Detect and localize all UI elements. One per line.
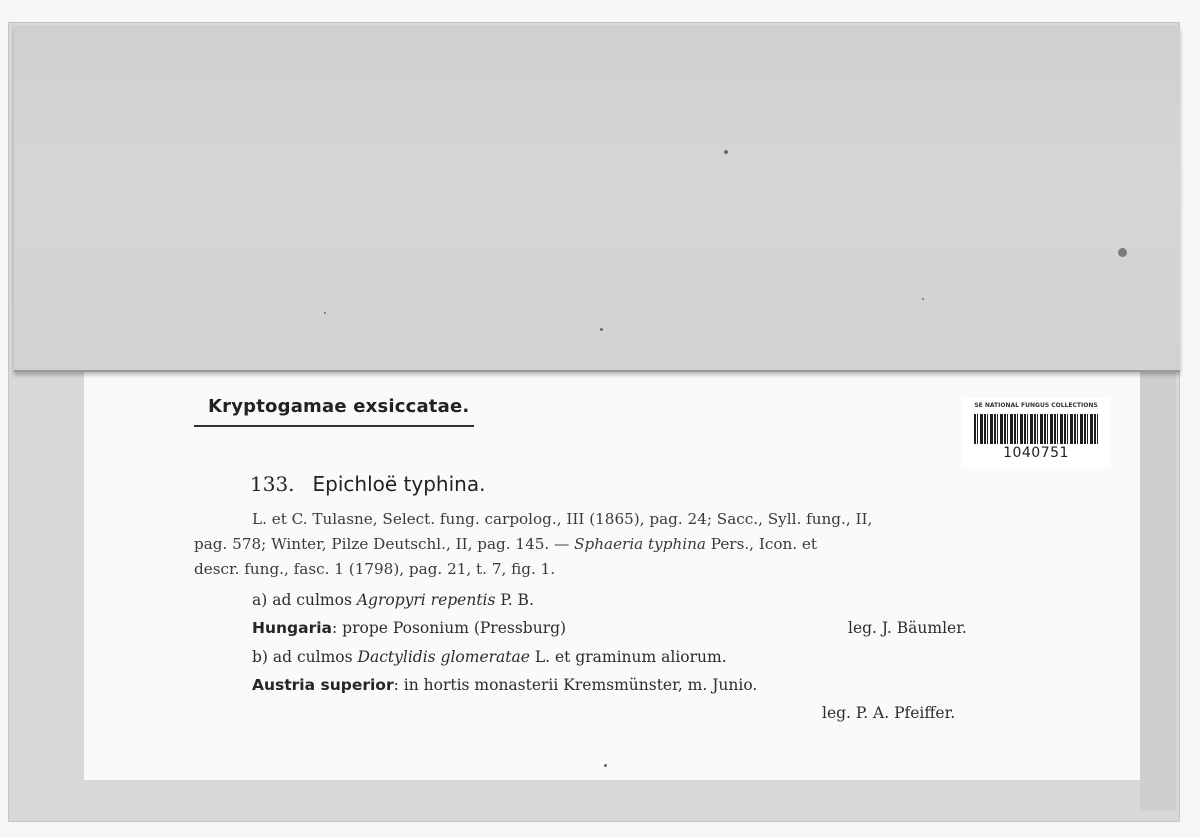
collection-b-collector: leg. P. A. Pfeiffer. bbox=[822, 704, 956, 722]
collection-a-host-line bbox=[252, 591, 534, 609]
host-suffix: L. et graminum aliorum. bbox=[529, 648, 727, 666]
speck bbox=[922, 298, 924, 300]
collection-b-host-line bbox=[252, 648, 727, 666]
host-prefix: a) ad culmos bbox=[252, 591, 357, 609]
reference-line: descr. fung., fasc. 1 (1798), pag. 21, t. 7, fig. 1. bbox=[194, 560, 556, 578]
speck bbox=[604, 764, 607, 767]
collection-a-locality-line bbox=[252, 619, 566, 637]
speck bbox=[724, 150, 728, 154]
reference-line: L. et C. Tulasne, Select. fung. carpolog., III (1865), pag. 24; Sacc., Syll. fung., II, bbox=[252, 510, 873, 528]
region: Hungaria bbox=[252, 619, 333, 637]
speck bbox=[600, 328, 603, 331]
barcode-sticker bbox=[962, 398, 1110, 468]
reference-text: pag. 578; Winter, Pilze Deutschl., II, pag. 145. — bbox=[194, 535, 575, 553]
barcode-number: 1040751 bbox=[1003, 445, 1069, 461]
region: Austria superior bbox=[252, 676, 394, 694]
specimen-label bbox=[84, 366, 1140, 780]
locality: : in hortis monasterii Kremsmünster, m. Junio. bbox=[393, 676, 758, 694]
reference-line bbox=[194, 532, 1030, 557]
species-name: Epichloë typhina. bbox=[312, 472, 486, 496]
specimen-number: 133. bbox=[250, 472, 295, 496]
collection-a-collector: leg. J. Bäumler. bbox=[848, 619, 967, 637]
references-block bbox=[194, 507, 1030, 582]
host-name: Dactylidis glomeratae bbox=[357, 648, 530, 666]
synonym-name: Sphaeria typhina bbox=[574, 535, 706, 553]
packet-flap bbox=[14, 26, 1180, 372]
series-title: Kryptogamae exsiccatae. bbox=[208, 396, 470, 417]
speck bbox=[324, 312, 326, 314]
host-prefix: b) ad culmos bbox=[252, 648, 358, 666]
species-heading bbox=[250, 472, 485, 496]
series-underline bbox=[194, 425, 474, 427]
sheet-edge-shadow bbox=[1140, 370, 1176, 810]
reference-text: Pers., Icon. et bbox=[705, 535, 818, 553]
speck bbox=[1118, 248, 1127, 257]
collection-b-locality-line bbox=[252, 676, 757, 694]
host-name: Agropyri repentis bbox=[356, 591, 496, 609]
locality: : prope Posonium (Pressburg) bbox=[332, 619, 567, 637]
barcode-header: SE NATIONAL FUNGUS COLLECTIONS bbox=[974, 402, 1098, 409]
barcode-bars bbox=[974, 414, 1100, 444]
host-author: P. B. bbox=[495, 591, 534, 609]
